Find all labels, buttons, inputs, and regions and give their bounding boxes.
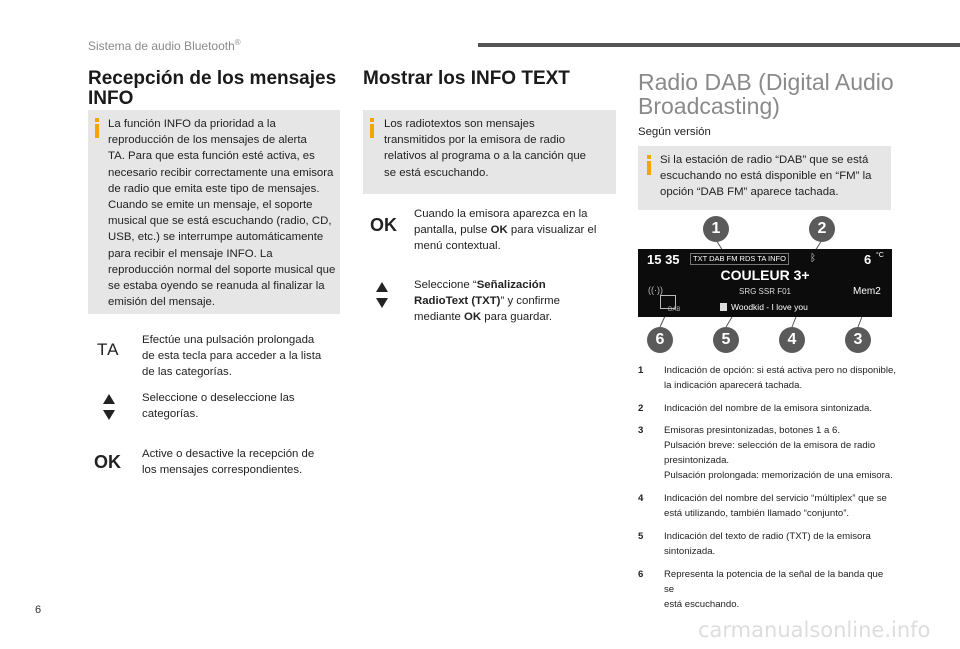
info-box-radiotext (363, 110, 616, 194)
info-box-dab (638, 146, 891, 210)
arrow-up-icon (376, 282, 388, 292)
station-name: COULEUR 3+ (720, 267, 810, 283)
legend-item: 1 Indicación de opción: si está activa pero no disponible, la indicación aparecerá tachada. (638, 365, 896, 391)
ok-key-icon: OK (370, 215, 397, 235)
callout-3: 3 (845, 327, 871, 353)
info-text: Los radiotextos son mensajes transmitidos por la emisora de radio relativos al programa o a la canción que se está escuchando. (384, 118, 586, 179)
step-ok-text: Active o desactive la recepción de los mensajes correspondientes. (142, 448, 315, 477)
step-select-text: Seleccione o deseleccione las categorías. (142, 392, 295, 421)
step-ta-text: Efectúe una pulsación prolongada de esta tecla para acceder a la lista de las categorías. (142, 334, 322, 379)
option-indicators: TXT DAB FM RDS TA INFO (690, 253, 789, 265)
callout-1: 1 (703, 216, 729, 242)
radiotext-icon (720, 303, 727, 311)
section-title-dab: Radio DAB (Digital Audio Broadcasting) (638, 69, 894, 119)
clock: 15 35 (647, 252, 680, 267)
bluetooth-icon: ᛒ (810, 253, 816, 264)
legend-item: 4 Indicación del nombre del servicio “múltiplex” que se está utilizando, también llamado “conjunto”. (638, 493, 887, 519)
legend-item: 6 Representa la potencia de la señal de la banda que se está escuchando. (638, 569, 884, 610)
legend-item: 3 Emisoras presintonizadas, botones 1 a 6. Pulsación breve: selección de la emisora de radio presintonizada. Pulsación prolongada: memorización de una emisora. (638, 425, 893, 481)
section-title-info-text: Mostrar los INFO TEXT (363, 68, 570, 89)
signal-strength-icon: ((·)) (648, 285, 663, 295)
info-box-ta (88, 110, 340, 314)
ok-key-icon: OK (94, 452, 121, 472)
temperature: 6 (864, 252, 872, 267)
header-rule (478, 43, 960, 47)
ta-key-icon: TA (97, 340, 120, 359)
arrow-down-icon (376, 298, 388, 308)
section-title-info-messages: Recepción de los mensajes INFO (88, 68, 337, 109)
dab-label: DAB (668, 307, 681, 313)
arrow-up-icon (103, 394, 115, 404)
legend-item: 5 Indicación del texto de radio (TXT) de la emisora sintonizada. (638, 531, 871, 557)
info-icon (370, 118, 374, 122)
callout-2: 2 (809, 216, 835, 242)
watermark: carmanualsonline.info (698, 618, 931, 642)
info-text: Si la estación de radio “DAB” que se está escuchando no está disponible en “FM” la opción “DAB FM” aparece tachada. (660, 154, 872, 199)
multiplex-name: SRG SSR F01 (738, 287, 791, 296)
temperature-unit: °C (876, 252, 884, 259)
callout-6: 6 (647, 327, 673, 353)
arrow-down-icon (103, 410, 115, 420)
legend-item: 2 Indicación del nombre de la emisora sintonizada. (638, 403, 872, 414)
radiotext: Woodkid - I love you (731, 302, 808, 312)
radio-display (638, 249, 892, 317)
info-text: La función INFO da prioridad a la reproducción de los mensajes de alerta TA. Para que esta función esté activa, es necesario recibir correctamente una emisora de radio que emita este tipo de mensajes. Cuando se emite un mensaje, el soporte musical que se está escuchando (radio, CD, USB, etc.) se interrumpe automáticamente para recibir el mensaje INFO. La reproducción normal del soporte musical que se estaba oyendo se reanuda al finalizar la emisión del mensaje. (108, 118, 336, 309)
info-icon (647, 155, 651, 159)
running-header: Sistema de audio Bluetooth® (88, 38, 241, 53)
page-number: 6 (35, 604, 42, 616)
info-icon (95, 118, 99, 122)
step-select-radiotext: Seleccione “Señalización RadioText (TXT)” y confirme mediante OK para guardar. (414, 279, 560, 324)
version-note: Según versión (638, 126, 711, 138)
preset-memory: Mem2 (853, 286, 881, 297)
callout-4: 4 (779, 327, 805, 353)
callout-5: 5 (713, 327, 739, 353)
step-ok-text: Cuando la emisora aparezca en la pantalla, pulse OK para visualizar el menú contextual. (414, 208, 597, 253)
